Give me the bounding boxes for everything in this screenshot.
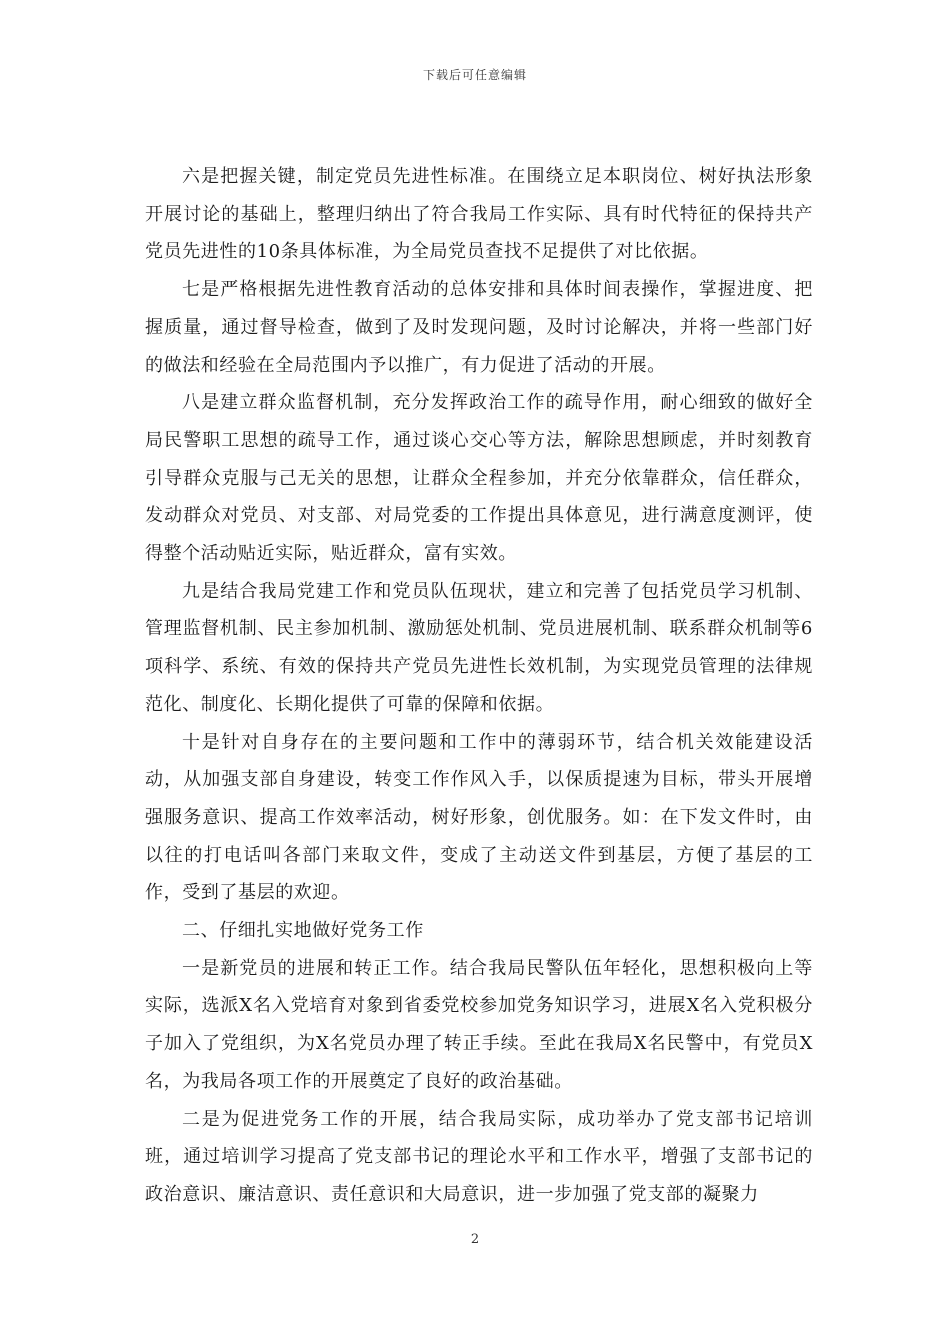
page-number: 2	[470, 1232, 480, 1247]
page-header-note: 下载后可任意编辑	[422, 68, 527, 82]
paragraph-item-8: 八是建立群众监督机制，充分发挥政治工作的疏导作用，耐心细致的做好全局民警职工思想的疏导工作，通过谈心交心等方法，解除思想顾虑，并时刻教育引导群众克服与己无关的思想，让群众全程参加，并充分依靠群众，信任群众，发动群众对党员、对支部、对局党委的工作提出具体意见，进行满意度测评，使得整个活动贴近实际，贴近群众，富有实效。	[145, 392, 813, 565]
paragraph-item-7: 七是严格根据先进性教育活动的总体安排和具体时间表操作，掌握进度、把握质量，通过督导检查，做到了及时发现问题，及时讨论解决，并将一些部门好的做法和经验在全局范围内予以推广，有力促进了活动的开展。	[145, 279, 813, 376]
paragraph-section2-item-1: 一是新党员的进展和转正工作。结合我局民警队伍年轻化，思想积极向上等实际，选派X名入党培育对象到省委党校参加党务知识学习，进展X名入党积极分子加入了党组织，为X名党员办理了转正手续。至此在我局X名民警中，有党员X名，为我局各项工作的开展奠定了良好的政治基础。	[145, 957, 813, 1092]
section-heading: 二、仔细扎实地做好党务工作	[182, 920, 424, 942]
paragraph-section2-item-2: 二是为促进党务工作的开展，结合我局实际，成功举办了党支部书记培训班，通过培训学习提高了党支部书记的理论水平和工作水平，增强了支部书记的政治意识、廉洁意识、责任意识和大局意识，进一步加强了党支部的凝聚力	[145, 1108, 813, 1205]
paragraph-item-9: 九是结合我局党建工作和党员队伍现状，建立和完善了包括党员学习机制、管理监督机制、民主参加机制、激励惩处机制、党员进展机制、联系群众机制等6项科学、系统、有效的保持共产党员先进性长效机制，为实现党员管理的法律规范化、制度化、长期化提供了可靠的保障和依据。	[145, 580, 813, 715]
document-body	[145, 158, 813, 1214]
paragraph-item-10: 十是针对自身存在的主要问题和工作中的薄弱环节，结合机关效能建设活动，从加强支部自身建设，转变工作作风入手，以保质提速为目标，带头开展增强服务意识、提高工作效率活动，树好形象，创优服务。如：在下发文件时，由以往的打电话叫各部门来取文件，变成了主动送文件到基层，方便了基层的工作，受到了基层的欢迎。	[145, 731, 813, 904]
paragraph-item-6: 六是把握关键，制定党员先进性标准。在围绕立足本职岗位、树好执法形象开展讨论的基础上，整理归纳出了符合我局工作实际、具有时代特征的保持共产党员先进性的10条具体标准，为全局党员查找不足提供了对比依据。	[145, 166, 813, 263]
